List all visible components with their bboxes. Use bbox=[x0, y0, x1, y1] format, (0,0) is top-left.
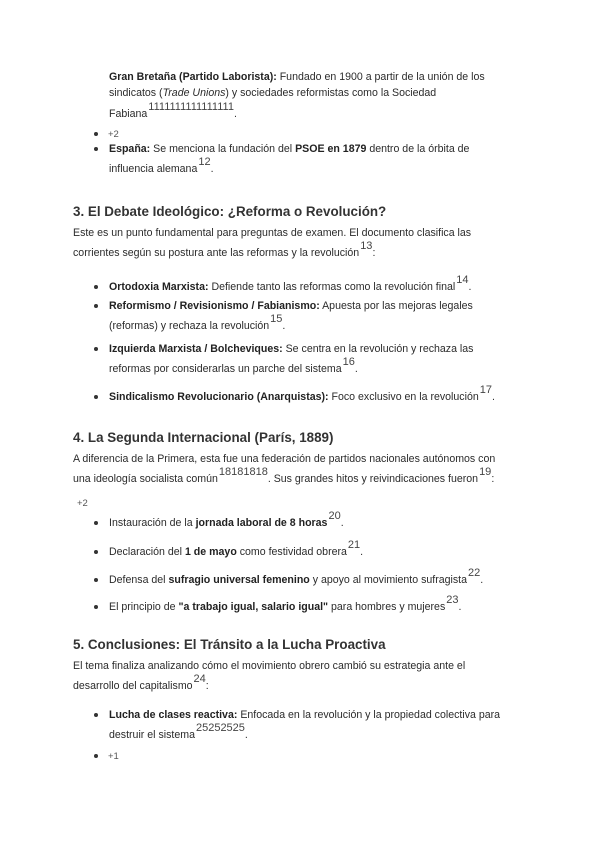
section-4-heading: 4. La Segunda Internacional (París, 1889) bbox=[73, 430, 334, 445]
footnote-ref: 15 bbox=[270, 313, 283, 326]
section-4-intro: A diferencia de la Primera, esta fue una federación de partidos nacionales autónomos con una ideología socialista común$^{18181818}$. Sus grandes hitos y reivindicaciones fueron$^{19}$: bbox=[73, 453, 496, 486]
expand-chip[interactable]: +2 bbox=[77, 498, 88, 509]
list-item-izquierda: Izquierda Marxista / Bolcheviques: Se centra en la revolución y rechaza las reformas por considerarlas un parche del sistema$^{16}$. bbox=[94, 341, 534, 378]
list-item-sufragio: Defensa del sufragio universal femenino y apoyo al movimiento sufragista$^{22}$. bbox=[94, 572, 534, 588]
footnote-ref: 22 bbox=[468, 567, 481, 579]
bullet-icon bbox=[94, 304, 98, 308]
footnote-ref: 20 bbox=[328, 510, 341, 522]
list-item-mayo: Declaración del 1 de mayo como festividad obrera$^{21}$. bbox=[94, 544, 534, 560]
footnote-ref: 19 bbox=[479, 466, 492, 479]
section-5-heading: 5. Conclusiones: El Tránsito a la Lucha Proactiva bbox=[73, 637, 386, 652]
bullet-icon bbox=[94, 521, 98, 525]
bullet-icon bbox=[94, 605, 98, 609]
section-3-intro: Este es un punto fundamental para preguntas de examen. El documento clasifica las corrientes según su postura ante las reformas y la revolución$^{13}$: bbox=[73, 227, 472, 260]
bullet-icon bbox=[94, 754, 98, 758]
bullet-icon bbox=[94, 395, 98, 399]
bullet-icon bbox=[94, 147, 98, 151]
list-item-lucha: Lucha de clases reactiva: Enfocada en la revolución y la propiedad colectiva para destruir el sistema$^{25252525}$. bbox=[94, 707, 534, 744]
footnote-ref: 21 bbox=[347, 539, 361, 551]
footnote-ref: 23 bbox=[446, 594, 459, 606]
footnote-ref: 1111111111111111 bbox=[148, 101, 234, 113]
section-3-heading: 3. El Debate Ideológico: ¿Reforma o Revolución? bbox=[73, 204, 387, 219]
list-item-espana: España: Se menciona la fundación del PSOE en 1879 dentro de la órbita de influencia alemana$^{12}$. bbox=[94, 141, 534, 178]
footnote-ref: 16 bbox=[342, 356, 355, 369]
list-item-reformismo: Reformismo / Revisionismo / Fabianismo: Apuesta por las mejoras legales (reformas) y rechaza la revolución$^{15}$. bbox=[94, 298, 534, 335]
list-item-ortodoxia: Ortodoxia Marxista: Defiende tanto las reformas como la revolución final$^{14}$. bbox=[94, 279, 534, 295]
bullet-icon bbox=[94, 578, 98, 582]
document-page: Gran Bretaña (Partido Laborista): Fundado en 1900 a partir de la unión de los sindicatos (Trade Unions) y sociedades reformistas como la Sociedad Fabiana$^{1111111111111111}$. +2 España: Se menciona la fundación del PSOE en 1879 dentro de la órbita de influencia alemana$^{12}$. 3. El Debate Ideológico: ¿Reforma o Revolución? Este es un punto fundamental para preguntas de examen. El documento clasifica las corrientes según su postura ante las reformas y la revolución$^{13}$: Ortodoxia Marxista: Defiende tanto las reformas como la revolución final$^{14}$. Reformismo / Revisionismo / Fabianismo: Apuesta por las mejoras legales (reformas) y rechaza la revolución$^{15}$. Izquierda Marxista / Bolcheviques: Se centra en la revolución y rechaza las reformas por considerarlas un parche del sistema$^{16}$. Sindicalismo Revolucionario (Anarquistas): Foco exclusivo en la revolución$^{17}$. 4. La Segunda Internacional (París, 1889) A diferencia de la Primera, esta fue una federación de partidos nacionales autónomos con una ideología socialista común$^{18181818}$. Sus grandes hitos y reivindicaciones fueron$^{19}$: +2 Instauración de la jornada laboral de 8 horas$^{20}$. Declaración del 1 de mayo como festividad obrera$^{21}$. Defensa del sufragio universal femenino y apoyo al movimiento sufragista$^{22}$. El principio de "a trabajo igual, salario igual" para hombres y mujeres$^{23}$. 5. Conclusiones: El Tránsito a la Lucha Proactiva El tema finaliza analizando cómo el movimiento obrero cambió su estrategia ante el desarrollo del capitalismo$^{24}$: Lucha de clases reactiva: Enfocada en la revolución y la propiedad colectiva para destruir el sistema$^{25252525}$. +1 bbox=[0, 0, 600, 848]
footnote-ref: 13 bbox=[360, 240, 373, 253]
list-item-collapsed bbox=[94, 748, 119, 765]
list-item-sindicalismo: Sindicalismo Revolucionario (Anarquistas): Foco exclusivo en la revolución$^{17}$. bbox=[94, 389, 534, 405]
bullet-icon bbox=[94, 550, 98, 554]
expand-chip[interactable]: +2 bbox=[108, 129, 119, 140]
list-item-salario: El principio de "a trabajo igual, salario igual" para hombres y mujeres$^{23}$. bbox=[94, 599, 534, 615]
section-5-intro: El tema finaliza analizando cómo el movimiento obrero cambió su estrategia ante el desarrollo del capitalismo$^{24}$: bbox=[73, 660, 466, 693]
expand-chip[interactable]: +1 bbox=[108, 751, 119, 762]
footnote-ref: 17 bbox=[479, 384, 492, 396]
footnote-ref: 18181818 bbox=[218, 466, 268, 479]
footnote-ref: 14 bbox=[456, 274, 469, 286]
footnote-ref: 25252525 bbox=[195, 722, 245, 735]
item-gran-bretana-text: Gran Bretaña (Partido Laborista): Fundado en 1900 a partir de la unión de los bbox=[109, 69, 539, 85]
list-item-jornada: Instauración de la jornada laboral de 8 horas$^{20}$. bbox=[94, 515, 534, 531]
bullet-icon bbox=[94, 285, 98, 289]
bullet-icon bbox=[94, 132, 98, 136]
bullet-icon bbox=[94, 347, 98, 351]
bullet-icon bbox=[94, 713, 98, 717]
footnote-ref: 12 bbox=[198, 156, 211, 169]
footnote-ref: 24 bbox=[193, 673, 206, 686]
